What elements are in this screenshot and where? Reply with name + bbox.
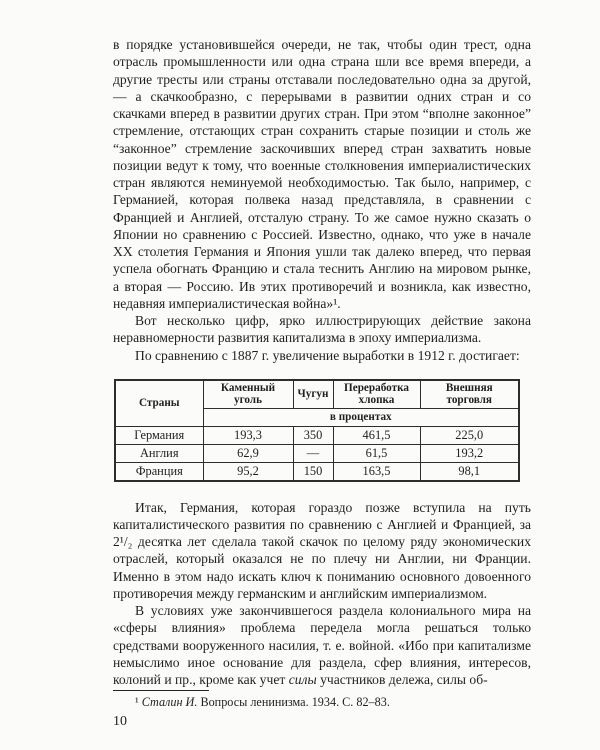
cell-country: Франция <box>115 462 203 481</box>
cell-value: 350 <box>293 426 333 444</box>
paragraph-4: Итак, Германия, которая гораздо позже вступила на путь капиталистического развития по сравнению с Англией и Францией, за 2¹/₂ десятка лет сделала такой скачок по целому ряду экономических отраслей, который оказался не по плечу ни Англии, ни Франции. Именно в этом надо искать ключ к пониманию основного довоенного противоречия между германским и английским империализмом. <box>113 499 531 601</box>
col-header-cotton: Переработка хлопка <box>333 380 420 409</box>
footnote <box>113 690 531 710</box>
footnote-text <box>113 695 531 710</box>
paragraph-3: По сравнению с 1887 г. увеличение выработки в 1912 г. достигает: <box>135 347 520 363</box>
cell-country: Германия <box>115 426 203 444</box>
paragraph-5 <box>113 602 531 688</box>
cell-value: 98,1 <box>420 462 519 481</box>
cell-value: — <box>293 444 333 462</box>
table-header-row <box>115 380 519 409</box>
cell-value: 62,9 <box>203 444 293 462</box>
col-header-trade: Внешняя торговля <box>420 380 519 409</box>
col-header-iron: Чугун <box>293 380 333 409</box>
col-header-countries: Страны <box>115 380 203 426</box>
footnote-marker: ¹ <box>135 695 139 709</box>
paragraph-1: в порядке установившейся очереди, не так, чтобы один трест, одна отрасль промышленности или одна страна шли все время впереди, а другие тресты или страны отставали последовательно одна за другой, — а скачкообразно, с перерывами в развитии одних стран и со скачками вперед в развитии других стран. При этом “вполне законное” стремление, отстающих стран сохранить старые позиции и столь же “законное” стремление заскочивших вперед стран захватить новые позиции ведут к тому, что военные столкновения империалистических стран являются неминуемой необходимостью. Так было, например, с Германией, которая полвека назад представляла, в сравнении с Францией и Англией, отсталую страну. То же самое нужно сказать о Японии но сравнению с Россией. Известно, однако, что уже в начале XX столетия Германия и Япония ушли так далеко вперед, что первая успела обогнать Францию и стала теснить Англию на мировом рынке, а вторая — Россию. Ив этих противоречий и возникла, как известно, недавняя империалистическая война»¹. <box>113 37 531 311</box>
paragraph-5-emphasis: силы <box>288 672 317 688</box>
page-number: 10 <box>113 714 127 729</box>
footnote-author: Сталин И. <box>141 695 198 709</box>
cell-value: 225,0 <box>420 426 519 444</box>
table-row <box>115 444 519 462</box>
paragraph-5-text: участников дележа, силы об- <box>316 672 488 688</box>
paragraph-2: Вот несколько цифр, ярко иллюстрирующих действие закона неравномерности развития капитализма в эпоху империализма. <box>113 313 531 346</box>
table-row <box>115 462 519 481</box>
paragraph-5-text: В условиях уже закончившегося раздела колониального мира на «сферы влияния» проблема передела могла решаться только средствами вооруженного насилия, т. е. войной. «Ибо при капитализме немыслимо иное основание для раздела, сфер влияния, интересов, колоний и пр., кроме как учет <box>113 603 531 688</box>
cell-value: 461,5 <box>333 426 420 444</box>
cell-value: 193,2 <box>420 444 519 462</box>
cell-value: 95,2 <box>203 462 293 481</box>
text-block <box>113 36 531 688</box>
cell-value: 61,5 <box>333 444 420 462</box>
statistics-table <box>114 379 520 482</box>
cell-value: 163,5 <box>333 462 420 481</box>
footnote-separator <box>113 690 209 691</box>
cell-country: Англия <box>115 444 203 462</box>
cell-value: 150 <box>293 462 333 481</box>
cell-value: 193,3 <box>203 426 293 444</box>
col-header-coal: Каменный уголь <box>203 380 293 409</box>
footnote-citation: Вопросы ленинизма. 1934. С. 82–83. <box>197 695 390 709</box>
table-row <box>115 426 519 444</box>
subheader-percent: в процентах <box>203 408 519 426</box>
